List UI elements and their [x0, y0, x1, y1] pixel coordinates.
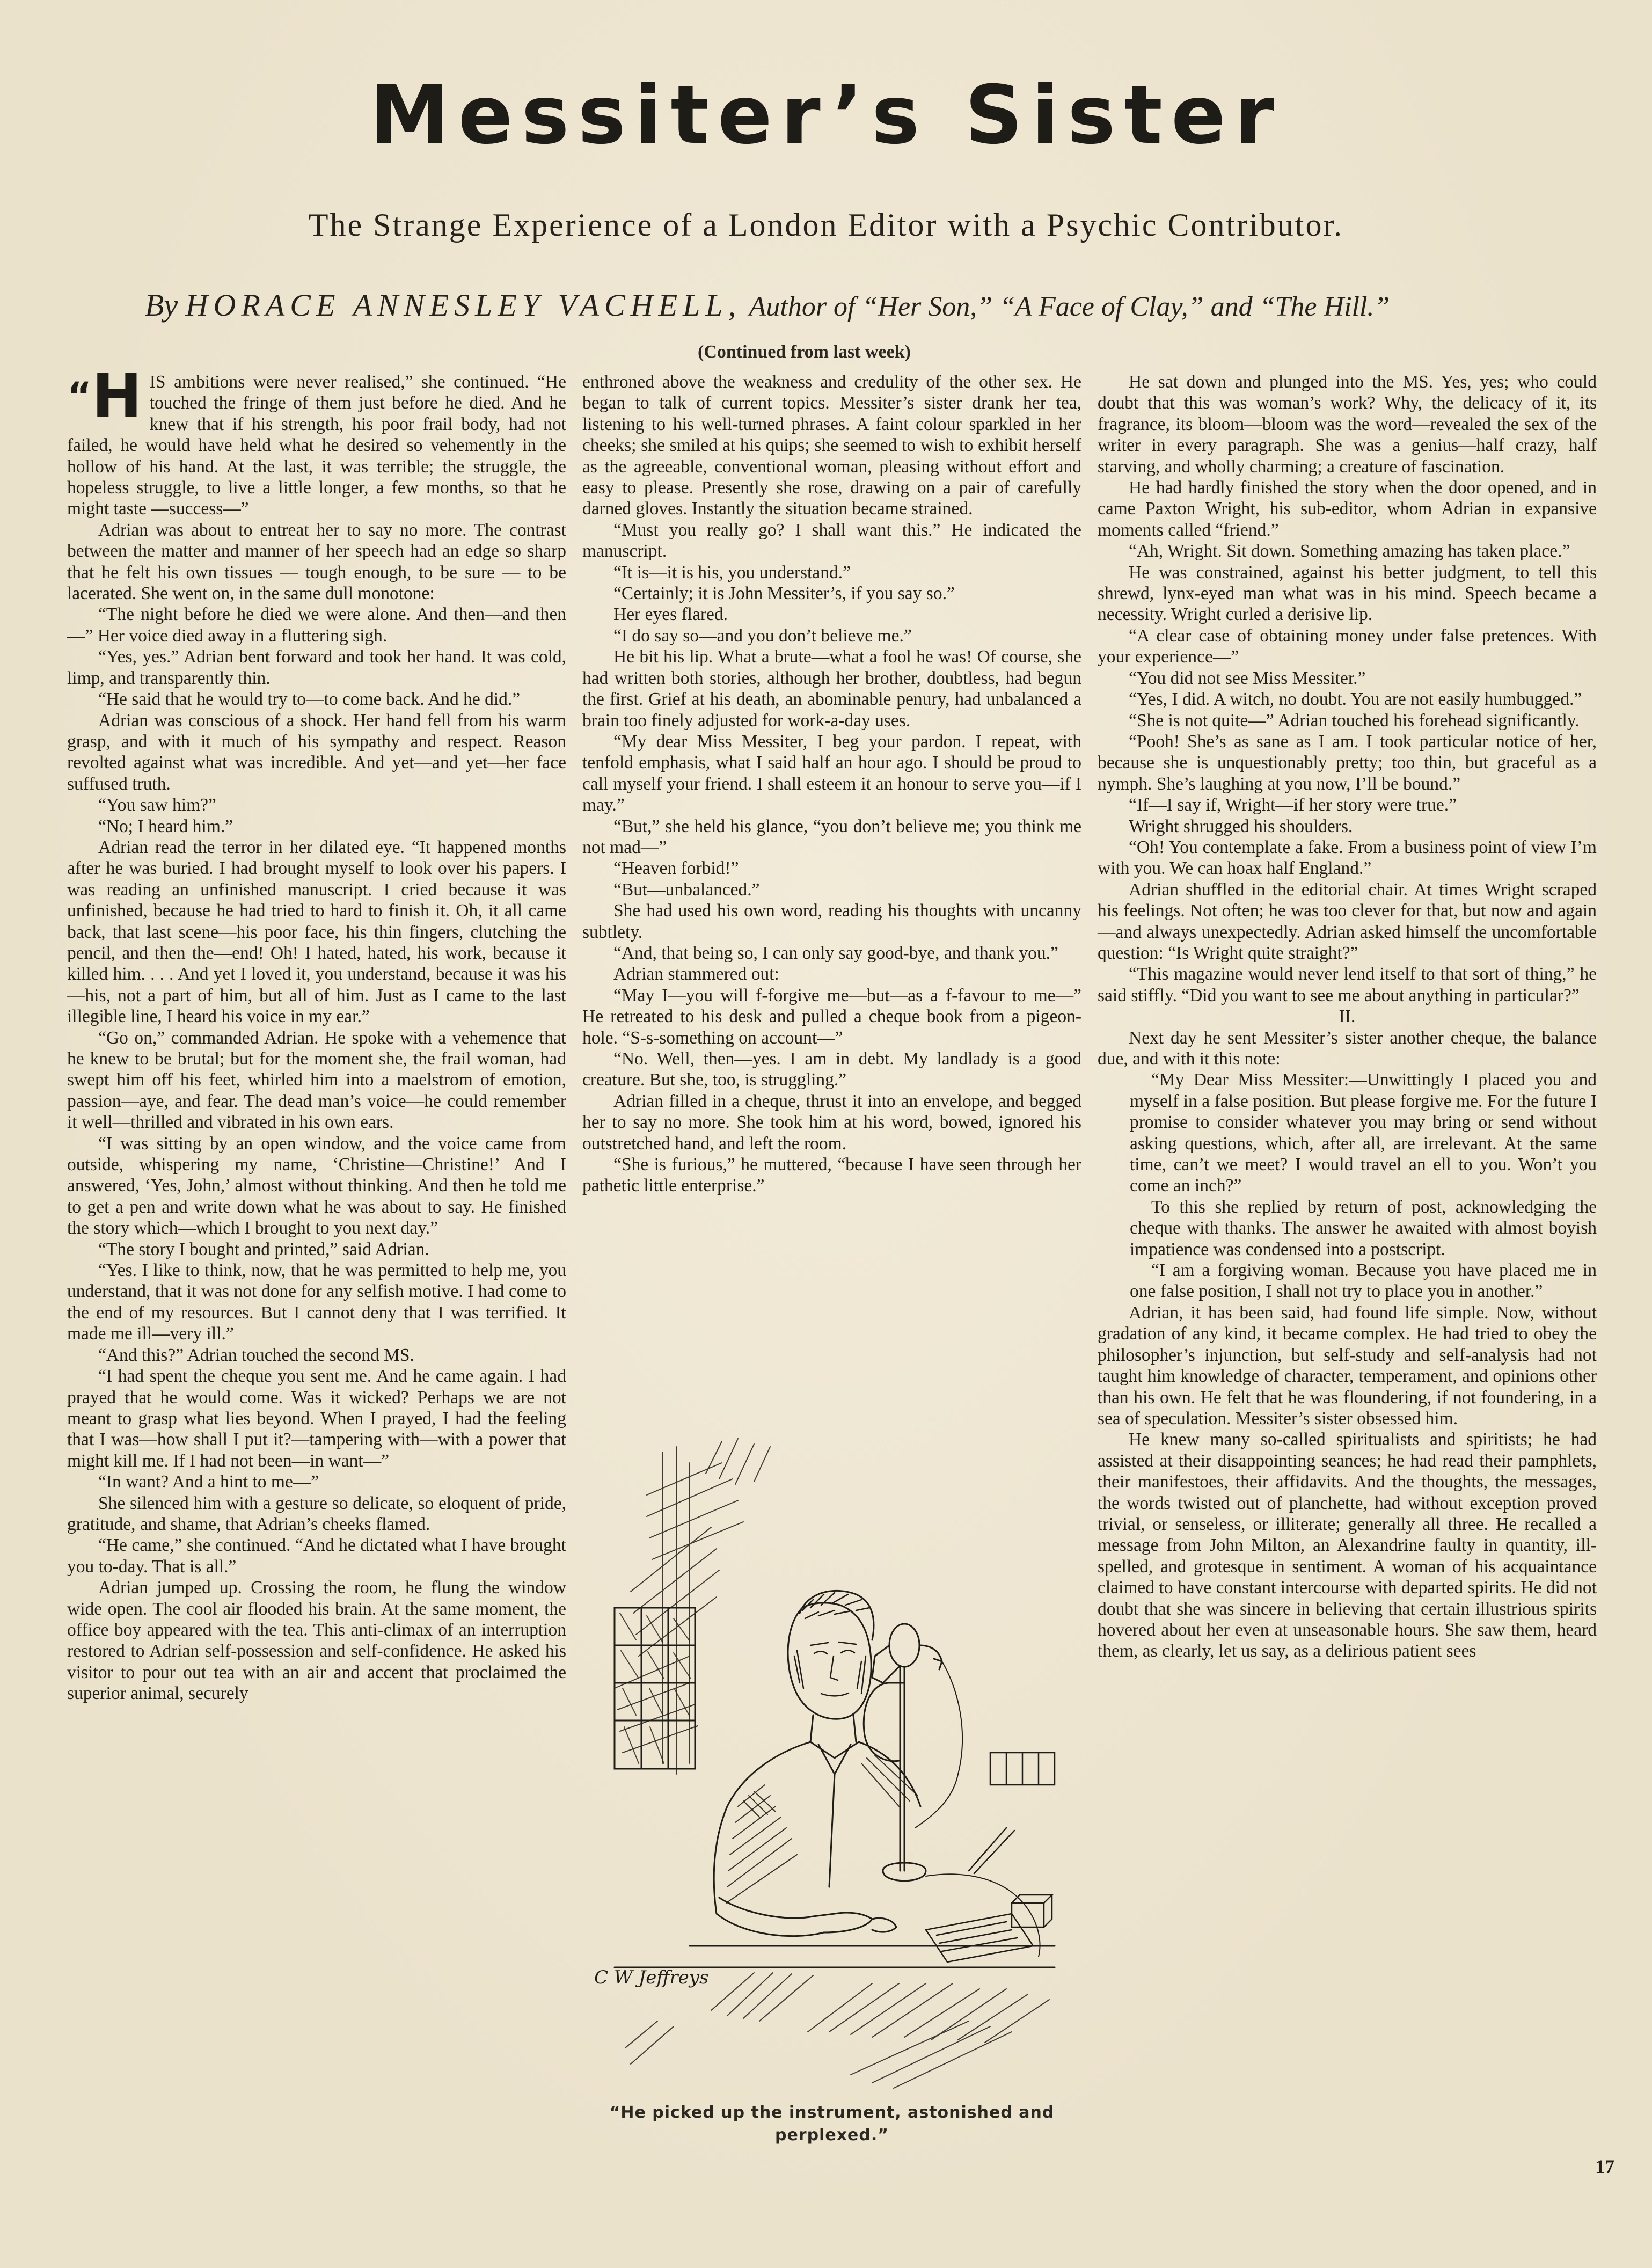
- paragraph: “She is not quite—” Adrian touched his forehead significantly.: [1129, 710, 1580, 731]
- paragraph: “Certainly; it is John Messiter’s, if you say so.”: [613, 584, 955, 604]
- paragraph: “This magazine would never lend itself to that sort of thing,” he said stiffly. “Did you want to see me about anything in particular?”: [1098, 964, 1597, 1005]
- paragraph: “The story I bought and printed,” said Adrian.: [98, 1239, 429, 1259]
- paragraph: “I was sitting by an open window, and the voice came from outside, whispering my name, ‘Christine—Christine!’ And I answered, ‘Yes, John,’ almost without thinking. And then he told me to get a pen and write down what he was about to say. He finished the story which—which I brought to you next day.”: [67, 1133, 566, 1238]
- paragraph: “And, that being so, I can only say good-bye, and thank you.”: [613, 943, 1058, 963]
- paragraph: “Must you really go? I shall want this.” He indicated the manuscript.: [582, 520, 1081, 561]
- byline-works: Author of “Her Son,” “A Face of Clay,” and “The Hill.”: [749, 291, 1390, 322]
- paragraph: Adrian, it has been said, had found life simple. Now, without gradation of any kind, it became complex. He had tried to obey the philosopher’s injunction, but self-study and self-analysis had not taught him knowledge of character, temperament, and opinions other than his own. He felt that he was floundering, if not foundering, in a sea of speculation. Messiter’s sister obsessed him.: [1098, 1302, 1597, 1428]
- paragraph: “Yes. I like to think, now, that he was permitted to help me, you understand, that it was not done for any selfish motive. I had come to the end of my resources. But I cannot deny that I was terrified. It made me ill—very ill.”: [67, 1260, 566, 1344]
- paragraph: “She is furious,” he muttered, “because I have seen through her pathetic little enterprise.”: [582, 1155, 1081, 1196]
- paragraph: “But—unbalanced.”: [613, 879, 760, 900]
- pen-drawing-illustration: [582, 1431, 1081, 2099]
- paragraph: “You did not see Miss Messiter.”: [1129, 668, 1366, 688]
- paragraph: “No; I heard him.”: [98, 816, 233, 836]
- paragraph: “I had spent the cheque you sent me. And he came again. I had prayed that he would come. Was it wicked? Perhaps we are not meant to grasp what lies beyond. When I prayed, I had the feeling that I was—how shall I put it?—tampering with—with a power that might kill me. If I had not been—in want—”: [67, 1366, 566, 1471]
- paragraph: “Yes, yes.” Adrian bent forward and took her hand. It was cold, limp, and transparently thin.: [67, 647, 566, 688]
- paragraph: enthroned above the weakness and credulity of the other sex. He began to talk of current topics. Messiter’s sister drank her tea, listening to his well-turned phrases. A faint colour sparkled in her cheeks; she smiled at his quips; she seemed to wish to exhibit herself as the agreeable, conventional woman, pleasing without effort and easy to please. Presently she rose, drawing on a pair of carefully darned gloves. Instantly the situation became strained.: [582, 372, 1081, 519]
- illustration-caption: “He picked up the instrument, astonished and perplexed.”: [609, 2103, 1055, 2145]
- article-subtitle: The Strange Experience of a London Editor with a Psychic Contributor.: [308, 207, 1344, 243]
- paragraph: She had used his own word, reading his thoughts with uncanny subtlety.: [582, 901, 1081, 942]
- paragraph: “But,” she held his glance, “you don’t believe me; you think me not mad—”: [582, 816, 1081, 857]
- paragraph: “He said that he would try to—to come back. And he did.”: [98, 689, 521, 710]
- paragraph: “Heaven forbid!”: [613, 858, 739, 879]
- paragraph: He bit his lip. What a brute—what a fool he was! Of course, she had written both stories, although her brother, doubtless, had begun the first. Grief at his death, an abominable penury, had unbalanced a brain too finely adjusted for work-a-day uses.: [582, 647, 1081, 731]
- paragraph: Adrian filled in a cheque, thrust it into an envelope, and begged her to say no more. She took him at his word, bowed, ignored his outstretched hand, and left the room.: [582, 1091, 1081, 1154]
- paragraph: Next day he sent Messiter’s sister another cheque, the balance due, and with it this note:: [1098, 1027, 1597, 1069]
- section-number: II.: [1339, 1007, 1356, 1027]
- text-column-2: [582, 371, 1081, 1197]
- paragraph: “H IS ambitions were never realised,” she continued. “He touched the fringe of them just before he died. And he knew that if his strength, his poor frail body, had not failed, he would have held what he desired so vehemently in the hollow of his hand. At the last, it was terrible; the struggle, the hopeless struggle, to live a little longer, a few months, so that he might taste —success—”: [67, 361, 566, 519]
- byline-author: HORACE ANNESLEY VACHELL,: [185, 288, 742, 323]
- paragraph: Adrian was about to entreat her to say no more. The contrast between the matter and manner of her speech had an edge so sharp that he felt his own tissues — tough enough, to be sure — to be lacerated. She went on, in the same dull monotone:: [67, 520, 566, 604]
- paragraph: He knew many so-called spiritualists and spiritists; he had assisted at their disappointing seances; he had read their pamphlets, their manifestoes, their affidavits. And the thoughts, the messages, the words twisted out of planchette, had without exception proved trivial, or senseless, or illiterate; generally all three. He recalled a message from John Milton, an Alexandrine faulty in quantity, ill-spelled, and grotesque in sentiment. A woman of his acquaintance claimed to have constant intercourse with departed spirits. He did not doubt that she was sincere in believing that certain illustrious spirits hovered about her even at unseasonable hours. She saw them, heard them, as clearly, let us say, as a delirious patient sees: [1098, 1430, 1597, 1661]
- paragraph: Adrian read the terror in her dilated eye. “It happened months after he was buried. I had brought myself to look over his papers. I was reading an unfinished manuscript. I cried because it was unfinished, because he had tried to hard to finish it. Oh, it all came back, that last scene—his poor face, his thin fingers, clutching the pencil, and then the—end! Oh! I hated, hated, his work, because it killed him. . . . And yet I loved it, you understand, because it was his—his, not a part of him, but all of him. Just as I came to the last illegible line, I heard his voice in my ear.”: [67, 837, 566, 1027]
- paragraph: “I do say so—and you don’t believe me.”: [613, 625, 912, 646]
- paragraph: “No. Well, then—yes. I am in debt. My landlady is a good creature. But she, too, is struggling.”: [582, 1049, 1081, 1090]
- paragraph: Adrian stammered out:: [613, 964, 779, 984]
- paragraph: “Ah, Wright. Sit down. Something amazing has taken place.”: [1129, 541, 1570, 561]
- paragraph: He had hardly finished the story when the door opened, and in came Paxton Wright, his sub-editor, whom Adrian in expansive moments called “friend.”: [1098, 478, 1597, 540]
- paragraph: “Yes, I did. A witch, no doubt. You are not easily humbugged.”: [1129, 689, 1582, 710]
- continued-note: (Continued from last week): [698, 342, 911, 362]
- paragraph: “Oh! You contemplate a fake. From a business point of view I’m with you. We can hoax half England.”: [1098, 837, 1597, 879]
- letter-block: [1130, 1069, 1597, 1302]
- paragraph: Her eyes flared.: [613, 604, 728, 625]
- paragraph: “And this?” Adrian touched the second MS.: [98, 1345, 414, 1365]
- paragraph: To this she replied by return of post, acknowledging the cheque with thanks. The answer he awaited with almost boyish impatience was condensed into a postscript.: [1130, 1197, 1597, 1259]
- text-column-1: [67, 361, 566, 1704]
- paragraph: “If—I say if, Wright—if her story were true.”: [1129, 795, 1457, 815]
- paragraph: “It is—it is his, you understand.”: [613, 562, 851, 582]
- paragraph: “You saw him?”: [98, 795, 216, 815]
- paragraph: “Go on,” commanded Adrian. He spoke with a vehemence that he knew to be brutal; but for the moment she, the frail woman, had swept him off his feet, whirled him into a maelstrom of emotion, passion—aye, and fear. The dead man’s voice—he could remember it well—thrilled and vibrated in his own ears.: [67, 1027, 566, 1133]
- paragraph: She silenced him with a gesture so delicate, so eloquent of pride, gratitude, and shame, that Adrian’s cheeks flamed.: [67, 1493, 566, 1534]
- drop-cap: “H: [67, 361, 142, 431]
- page-number: 17: [1595, 2156, 1614, 2177]
- paragraph: “A clear case of obtaining money under false pretences. With your experience—”: [1098, 625, 1597, 667]
- paragraph: “In want? And a hint to me—”: [98, 1472, 319, 1492]
- paragraph: Adrian jumped up. Crossing the room, he flung the window wide open. The cool air flooded his brain. At the same moment, the office boy appeared with the tea. This anti-climax of an interruption restored to Adrian self-possession and self-confidence. He asked his visitor to pour out tea with an air and accent that proclaimed the superior animal, securely: [67, 1578, 566, 1704]
- letter-text: “I am a forgiving woman. Because you have placed me in one false position, I shall not try to place you in another.”: [1130, 1260, 1597, 1302]
- paragraph: He sat down and plunged into the MS. Yes, yes; who could doubt that this was woman’s work? Why, the delicacy of it, its fragrance, its bloom—bloom was the word—revealed the sex of the writer in every paragraph. She was a genius—half crazy, half starving, and wholly charming; a creature of fascination.: [1098, 372, 1597, 477]
- artist-signature: C W Jeffreys: [594, 1967, 709, 1988]
- paragraph: “He came,” she continued. “And he dictated what I have brought you to-day. That is all.”: [67, 1535, 566, 1577]
- paragraph: Wright shrugged his shoulders.: [1129, 816, 1353, 836]
- letter-text: “My Dear Miss Messiter:—Unwittingly I placed you and myself in a false position. But please forgive me. For the future I promise to consider whatever you may bring or send without asking questions, which, after all, are irrelevant. At the same time, can’t we meet? I would travel an ell to you. Won’t you come an inch?”: [1130, 1070, 1597, 1196]
- paragraph: “Pooh! She’s as sane as I am. I took particular notice of her, because she is unquestionably pretty; too thin, but graceful as a nymph. She’s laughing at you now, I’ll be bound.”: [1098, 731, 1597, 794]
- article-title: Messiter’s Sister: [369, 69, 1283, 162]
- paragraph: Adrian shuffled in the editorial chair. At times Wright scraped his feelings. Not often; he was too clever for that, but now and again—and always unexpectedly. Adrian asked himself the uncomfortable question: “Is Wright quite straight?”: [1098, 879, 1597, 963]
- paragraph: “May I—you will f-forgive me—but—as a f-favour to me—” He retreated to his desk and pulled a cheque book from a pigeon-hole. “S-s-something on account—”: [582, 985, 1081, 1048]
- paragraph: “The night before he died we were alone. And then—and then—” Her voice died away in a fluttering sigh.: [67, 604, 566, 646]
- text-column-3: [1098, 371, 1597, 1662]
- paragraph: Adrian was conscious of a shock. Her hand fell from his warm grasp, and with it much of his sympathy and respect. Reason revolted against what was incredible. And yet—and yet—her face suffused truth.: [67, 710, 566, 794]
- paragraph: “My dear Miss Messiter, I beg your pardon. I repeat, with tenfold emphasis, what I said half an hour ago. I should be proud to call myself your friend. I shall esteem it an honour to serve you—if I may.”: [582, 731, 1081, 815]
- byline: [145, 287, 1390, 323]
- paragraph: He was constrained, against his better judgment, to tell this shrewd, lynx-eyed man what was in his mind. Speech became a necessity. Wright curled a derisive lip.: [1098, 562, 1597, 625]
- byline-by: By: [145, 288, 178, 323]
